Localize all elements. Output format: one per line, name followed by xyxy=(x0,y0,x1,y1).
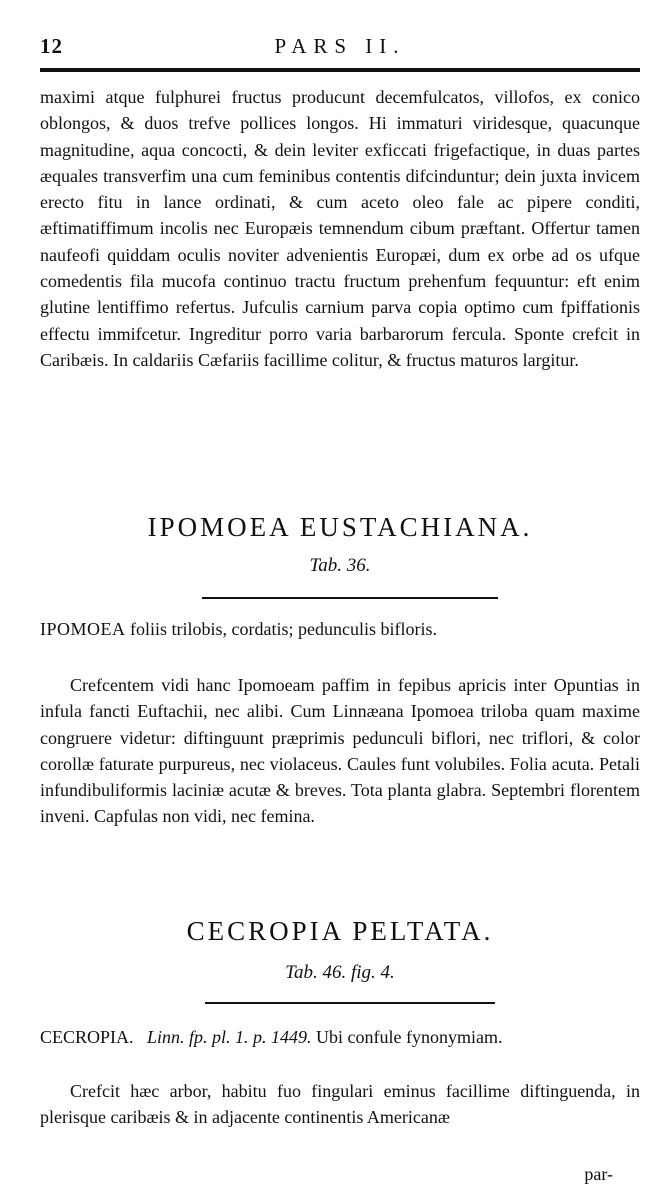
diagnosis-text: foliis trilobis, cordatis; pedunculis bifloris. xyxy=(130,619,437,639)
entry-title-ipomoea: IPOMOEA EUSTACHIANA. xyxy=(147,512,533,542)
diagnosis-genus: IPOMOEA xyxy=(40,619,126,639)
page-number: 12 xyxy=(40,34,63,58)
running-title: PARS II. xyxy=(274,34,406,58)
catchword: par- xyxy=(584,1164,613,1184)
header-rule xyxy=(40,68,640,72)
synonym-genus: CECROPIA. xyxy=(40,1027,134,1047)
section-rule-cecropia xyxy=(205,1002,495,1004)
synonym-text: Ubi confule fynonymiam. xyxy=(316,1027,503,1047)
linnaeus-citation: Linn. fp. pl. 1. p. 1449. xyxy=(147,1027,312,1047)
synonym-reference-cecropia xyxy=(40,1024,640,1050)
description-ipomoea: Crefcentem vidi hanc Ipomoeam paffim in fepibus apricis inter Opuntias in infula fancti Euftachii, nec alibi. Cum Linnæana Ipomoea triloba quam maxime congruere videtur: diftinguunt præprimis pedunculi biflori, nec triflori, & color corollæ faturate purpureus, nec violaceus. Caules funt volubiles. Folia acuta. Petali infundibuliformis laciniæ acutæ & breves. Tota planta glabra. Septembri florentem inveni. Capfulas non vidi, nec femina. xyxy=(40,675,640,827)
entry-title-cecropia: CECROPIA PELTATA. xyxy=(186,916,494,946)
diagnosis-ipomoea xyxy=(40,616,640,642)
tab-reference-cecropia: Tab. 46. fig. 4. xyxy=(285,962,395,983)
section-rule xyxy=(202,597,498,599)
running-head xyxy=(40,34,640,64)
continued-paragraph: maximi atque fulphurei fructus producunt decemfulcatos, villofos, ex conico oblongos, & duos trefve pollices longos. Hi immaturi viridesque, quacunque magnitudine, aqua concocti, & dein leviter exficcati frigefactique, in duas partes æquales transverfim una cum feminibus contentis difcinduntur; dein juxta invicem erecto fitu in lance ordinati, & cum aceto oleo fale ac pipere conditi, æftimatiffimum incolis nec Europæis temnendum cibum præftant. Offertur tamen naufeofi quiddam oculis noviter advenientis Europæi, dum ex orbe ad os ufque comedentis fila mucofa continuo tractu fructum prehenfum fequuntur: eft enim glutine lentiffimo refertus. Jufculis carnium parva copia optimo cum fpiffationis effectu immifcetur. Ingreditur porro varia barbarorum fercula. Sponte crefcit in Caribæis. In caldariis Cæfariis facillime colitur, & fructus maturos largitur. xyxy=(40,87,640,370)
description-cecropia: Crefcit hæc arbor, habitu fuo fingulari eminus facillime diftinguenda, in plerisque caribæis & in adjacente continentis Americanæ xyxy=(40,1081,640,1128)
tab-reference-ipomoea: Tab. 36. xyxy=(309,555,371,576)
